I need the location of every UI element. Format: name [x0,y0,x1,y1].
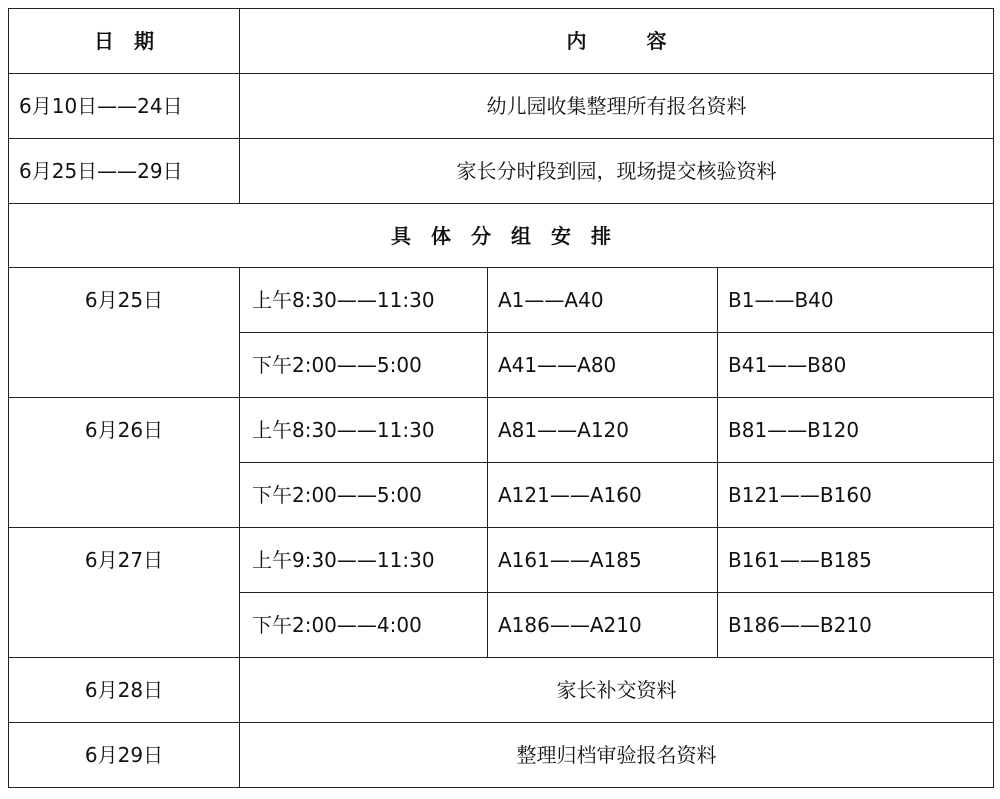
table-row [9,658,994,723]
table-row [9,74,994,139]
group-a-range: A121——A160 [488,463,718,528]
group-row-morning [9,528,994,593]
group-b-range: B1——B40 [718,268,994,333]
section-title: 具 体 分 组 安 排 [9,204,994,268]
time-slot: 上午8:30——11:30 [240,268,488,333]
group-a-range: A161——A185 [488,528,718,593]
row-content: 家长补交资料 [240,658,994,723]
group-b-range: B81——B120 [718,398,994,463]
group-b-range: B121——B160 [718,463,994,528]
group-a-range: A186——A210 [488,593,718,658]
time-slot: 上午9:30——11:30 [240,528,488,593]
row-date: 6月29日 [9,723,240,788]
table-row [9,723,994,788]
row-content: 整理归档审验报名资料 [240,723,994,788]
group-row-morning [9,268,994,333]
group-date: 6月25日 [9,268,240,398]
group-a-range: A1——A40 [488,268,718,333]
time-slot: 下午2:00——4:00 [240,593,488,658]
group-date: 6月26日 [9,398,240,528]
time-slot: 下午2:00——5:00 [240,333,488,398]
group-date: 6月27日 [9,528,240,658]
group-b-range: B161——B185 [718,528,994,593]
row-content: 幼儿园收集整理所有报名资料 [240,74,994,139]
table-row [9,139,994,204]
group-row-morning [9,398,994,463]
row-date: 6月10日——24日 [9,74,240,139]
row-date: 6月25日——29日 [9,139,240,204]
registration-schedule-table [8,8,994,788]
header-row [9,9,994,74]
time-slot: 下午2:00——5:00 [240,463,488,528]
section-title-row [9,204,994,268]
header-content: 内 容 [240,9,994,74]
row-date: 6月28日 [9,658,240,723]
group-a-range: A81——A120 [488,398,718,463]
group-a-range: A41——A80 [488,333,718,398]
time-slot: 上午8:30——11:30 [240,398,488,463]
header-date: 日 期 [9,9,240,74]
row-content: 家长分时段到园，现场提交核验资料 [240,139,994,204]
group-b-range: B41——B80 [718,333,994,398]
group-b-range: B186——B210 [718,593,994,658]
